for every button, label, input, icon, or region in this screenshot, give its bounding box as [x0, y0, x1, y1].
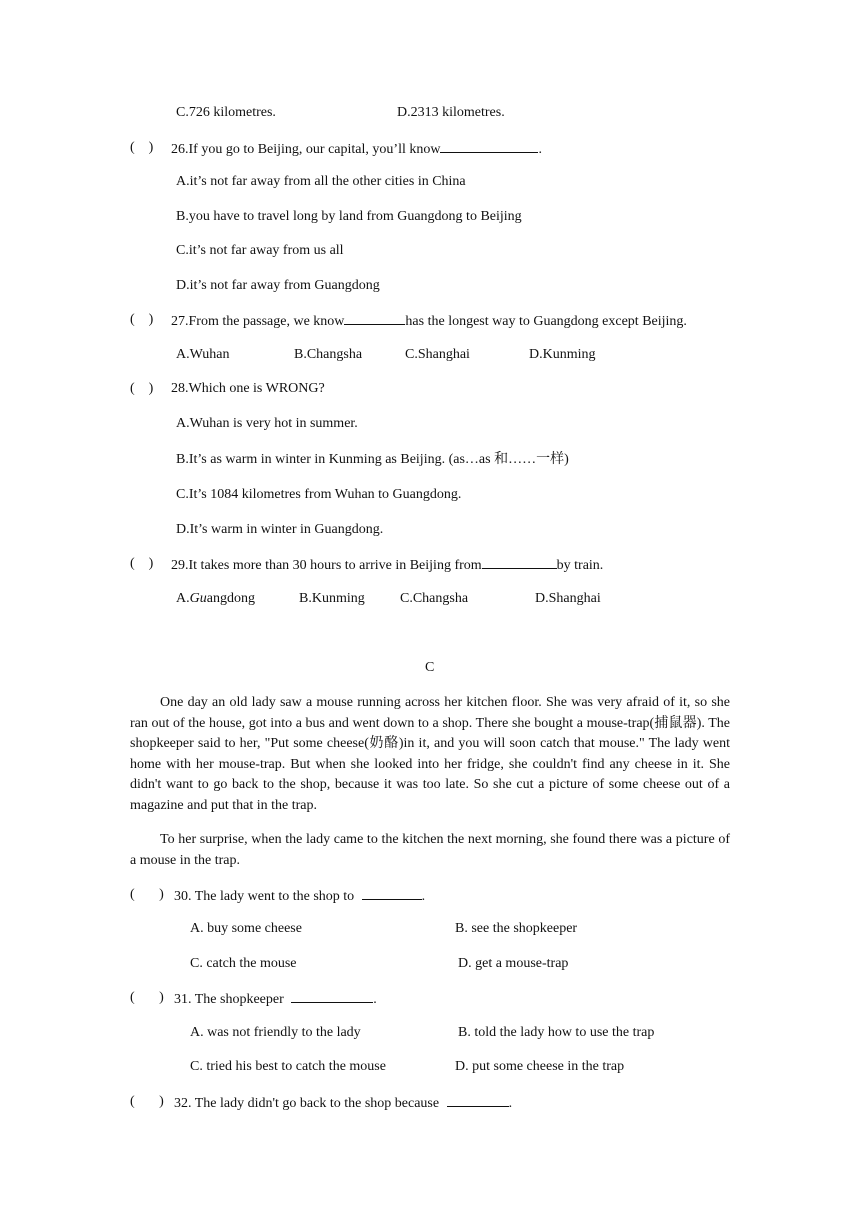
q26-end: .: [538, 142, 542, 157]
q27-option-b: B.Changsha: [294, 347, 363, 362]
q28-option-c: C.It’s 1084 kilometres from Wuhan to Guangdong.: [176, 487, 462, 502]
q27-blank[interactable]: [344, 311, 405, 325]
q28-option-a: A.Wuhan is very hot in summer.: [176, 416, 358, 431]
q31-option-a: A. was not friendly to the lady: [190, 1025, 361, 1040]
q32-blank[interactable]: [447, 1093, 509, 1107]
q30-stem: 30. The lady went to the shop to: [174, 889, 358, 904]
q26-blank[interactable]: [440, 139, 538, 153]
q31-option-c: C. tried his best to catch the mouse: [190, 1059, 386, 1074]
q29-answer-bracket[interactable]: ( ): [130, 556, 154, 571]
passage-paragraph-2-text: To her surprise, when the lady came to the kitchen the next morning, she found there was a picture of a mouse in the trap.: [130, 832, 730, 868]
q31-blank[interactable]: [291, 989, 373, 1003]
q29-option-b: B.Kunming: [299, 591, 365, 606]
q30-option-b: B. see the shopkeeper: [455, 921, 578, 936]
q29-option-a-rest: angdong: [206, 591, 255, 606]
q25-option-c: C.726 kilometres.: [176, 105, 276, 120]
q29-question: [171, 555, 603, 575]
q26-option-b: B.you have to travel long by land from Guangdong to Beijing: [176, 209, 522, 224]
passage-paragraph-2: [130, 830, 730, 871]
q29-rest: by train.: [556, 558, 604, 573]
q29-stem: 29.It takes more than 30 hours to arrive in Beijing from: [171, 558, 482, 573]
q27-option-a: A.Wuhan: [176, 347, 230, 362]
q26-option-d: D.it’s not far away from Guangdong: [176, 278, 380, 293]
q31-answer-bracket[interactable]: ( ): [130, 990, 164, 1005]
q28-stem: 28.Which one is WRONG?: [171, 381, 325, 396]
q26-option-c: C.it’s not far away from us all: [176, 243, 344, 258]
q27-stem: 27.From the passage, we know: [171, 314, 345, 329]
q32-end: .: [508, 1096, 513, 1111]
q30-option-a: A. buy some cheese: [190, 921, 302, 936]
q26-answer-bracket[interactable]: ( ): [130, 140, 154, 155]
q32-stem: 32. The lady didn't go back to the shop because: [174, 1096, 443, 1111]
q27-answer-bracket[interactable]: ( ): [130, 312, 154, 327]
q30-blank[interactable]: [362, 886, 422, 900]
q27-option-d: D.Kunming: [529, 347, 596, 362]
q28-answer-bracket[interactable]: ( ): [130, 381, 154, 396]
q29-option-a: [176, 590, 255, 608]
q29-option-a-prefix: A.: [176, 591, 190, 606]
passage-paragraph-1-text: One day an old lady saw a mouse running across her kitchen floor. She was very afraid of it, so she ran out of the house, got into a bus and went down to a shop. There she bought a mouse-trap(捕鼠器). The shopkeeper said to her, "Put some cheese(奶酪)in it, and you will soon catch that mouse." The lady went home with her mouse-trap. But when she looked into her fridge, she couldn't find any cheese in it. She didn't want to go back to the shop, because it was too late. So she cut a picture of some cheese out of a magazine and put that in the trap.: [130, 695, 730, 813]
q30-question: [174, 886, 425, 906]
q26-stem: 26.If you go to Beijing, our capital, you’ll know: [171, 142, 441, 157]
q31-option-d: D. put some cheese in the trap: [455, 1059, 625, 1074]
passage-paragraph-1: [130, 693, 730, 817]
q32-answer-bracket[interactable]: ( ): [130, 1094, 164, 1109]
q27-question: [171, 311, 687, 331]
q26-option-a: A.it’s not far away from all the other cities in China: [176, 174, 466, 189]
q30-option-d: D. get a mouse-trap: [458, 956, 569, 971]
q31-question: [174, 989, 377, 1009]
q31-option-b: B. told the lady how to use the trap: [458, 1025, 655, 1040]
q30-option-c: C. catch the mouse: [190, 956, 297, 971]
q28-option-d: D.It’s warm in winter in Guangdong.: [176, 522, 384, 537]
q30-answer-bracket[interactable]: ( ): [130, 887, 164, 902]
section-c-heading: C: [425, 660, 435, 675]
q30-end: .: [421, 889, 426, 904]
q29-blank[interactable]: [482, 555, 557, 569]
q31-end: .: [373, 992, 377, 1007]
q26-question: [171, 139, 542, 159]
q29-option-a-italic: Gu: [189, 591, 207, 606]
q31-stem: 31. The shopkeeper: [174, 992, 288, 1007]
q28-option-b: B.It’s as warm in winter in Kunming as Beijing. (as…as 和……一样): [176, 452, 569, 467]
q27-rest: has the longest way to Guangdong except Beijing.: [405, 314, 687, 329]
q27-option-c: C.Shanghai: [405, 347, 470, 362]
q29-option-d: D.Shanghai: [535, 591, 601, 606]
q25-option-d: D.2313 kilometres.: [397, 105, 505, 120]
q29-option-c: C.Changsha: [400, 591, 469, 606]
q32-question: [174, 1093, 512, 1113]
